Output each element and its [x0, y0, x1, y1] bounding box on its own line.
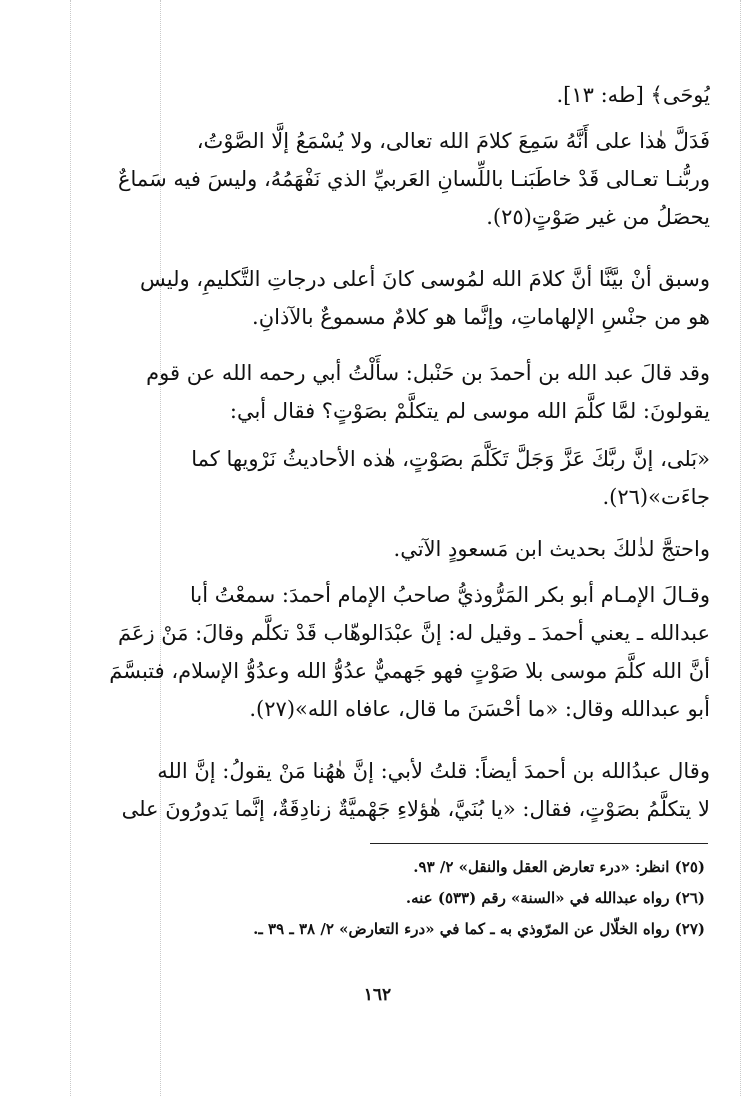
text-line: وقال عبدُالله بن أحمدَ أيضاً: قلتُ لأبي: إنَّ هٰهُنا مَنْ يقولُ: إنَّ الله — [157, 759, 710, 783]
text-line: لا يتكلَّمُ بصَوْتٍ، فقال: «يا بُنَيَّ، هٰؤلاءِ جَهْميَّةٌ زنادِقَةٌ، إنَّما يَدورُونَ على — [121, 797, 710, 821]
footnote: (٢٥) انظر: «درء تعارض العقل والنقل» ٢/ ٩٣. — [413, 858, 705, 876]
text-line: واحتجَّ لذٰلكَ بحديث ابن مَسعودٍ الآتي. — [393, 537, 710, 561]
text-line: وقـالَ الإمـام أبو بكر المَرُّوذيُّ صاحبُ الإمام أحمدَ: سمعْتُ أبا — [189, 583, 710, 607]
text-line: وقد قالَ عبد الله بن أحمدَ بن حَنْبل: سأَلْتُ أبي رحمه الله عن قوم — [146, 361, 710, 385]
paragraph — [70, 260, 710, 336]
paragraph — [70, 440, 710, 516]
text-line: عبدالله ـ يعني أحمدَ ـ وقيل له: إنَّ عبْدَالوهّاب قَدْ تكلَّم وقالَ: مَنْ زعَمَ — [117, 621, 710, 645]
text-line: أبو عبدالله وقال: «ما أحْسَنَ ما قال، عافاه الله»(٢٧). — [249, 697, 710, 721]
paragraph — [70, 122, 710, 236]
text-line: يُوحَى﴾ [طه: ١٣]. — [556, 83, 710, 107]
paragraph — [70, 576, 710, 728]
scan-fold-line — [740, 0, 741, 1096]
footnote-separator — [370, 843, 708, 844]
footnote: (٢٧) رواه الخلّال عن المرّوذي به ـ كما في «درء التعارض» ٢/ ٣٨ ـ ٣٩ ـ. — [253, 920, 705, 938]
text-line: فَدَلَّ هٰذا على أَنَّهُ سَمِعَ كلامَ الله تعالى، ولا يُسْمَعُ إلَّا الصَّوْتُ، — [196, 129, 710, 153]
text-line: أنَّ الله كلَّمَ موسى بلا صَوْتٍ فهو جَهميٌّ عدُوُّ الله وعدُوُّ الإسلام، فتبسَّمَ — [109, 659, 710, 683]
text-line: هو من جنْسِ الإلهاماتِ، وإنَّما هو كلامٌ مسموعٌ بالآذانِ. — [252, 305, 710, 329]
text-line: وسبق أنْ بيَّنَّا أنَّ كلامَ الله لمُوسى كانَ أعلى درجاتِ التَّكليمِ، وليس — [139, 267, 710, 291]
text-line: «بَلى، إنَّ ربَّكَ عَزَّ وَجَلَّ تَكَلَّمَ بصَوْتٍ، هٰذه الأحاديثُ نَرْويها كما — [191, 447, 710, 471]
page-number: ١٦٢ — [363, 985, 392, 1005]
paragraph — [70, 76, 710, 114]
text-line: يقولونَ: لمَّا كلَّمَ الله موسى لم يتكلَّمْ بصَوْتٍ؟ فقال أبي: — [229, 399, 710, 423]
footnotes — [70, 852, 705, 945]
paragraph — [70, 530, 710, 568]
footnote: (٢٦) رواه عبدالله في «السنة» رقم (٥٣٣) عنه. — [405, 889, 705, 907]
paragraph — [70, 354, 710, 430]
text-line: يحصَلُ من غير صَوْتٍ(٢٥). — [486, 205, 710, 229]
text-line: وربُّنـا تعـالى قَدْ خاطَبَنـا باللِّسانِ العَربيِّ الذي نَفْهَمُهُ، وليسَ فيه سَماعٌ — [118, 167, 710, 191]
paragraph — [70, 752, 710, 828]
text-line: جاءَت»(٢٦). — [602, 485, 710, 509]
